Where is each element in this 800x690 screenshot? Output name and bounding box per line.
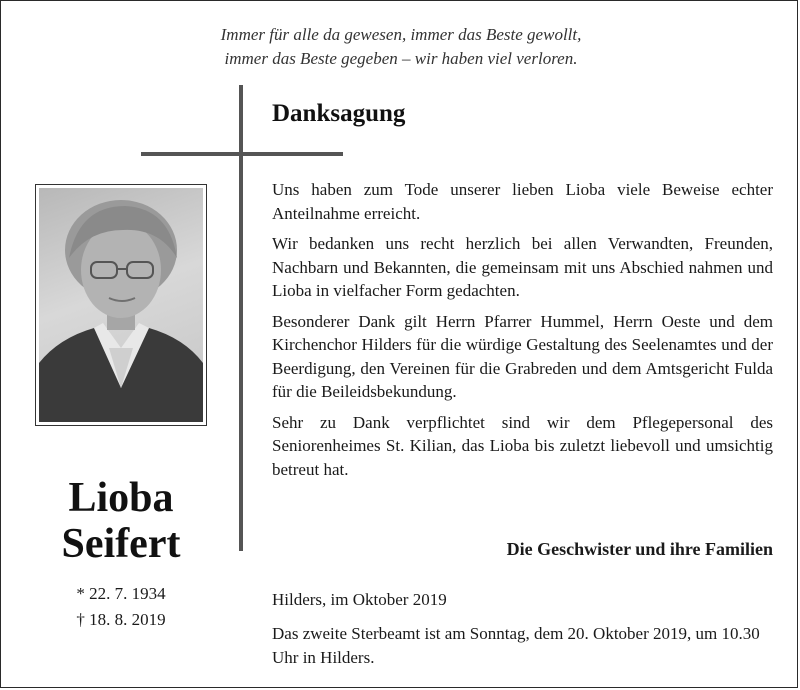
motto-line-1: Immer für alle da gewesen, immer das Beste gewollt, [220,25,582,44]
paragraph: Sehr zu Dank verpflichtet sind wir dem Pflegepersonal des Seniorenheimes St. Kilian, das Lioba bis zuletzt liebevoll und umsichtig betreut hat. [272,412,773,479]
death-date: † 18. 8. 2019 [76,610,166,629]
life-dates [21,581,221,633]
portrait-photo [39,188,203,422]
paragraph: Uns haben zum Tode unserer lieben Lioba viele Beweise echter Anteilnahme erreicht. [272,180,773,223]
deceased-name [21,475,221,567]
birth-date: * 22. 7. 1934 [76,584,166,603]
place-date: Hilders, im Oktober 2019 [272,590,447,609]
memorial-mass-note: Das zweite Sterbeamt ist am Sonntag, dem 20. Oktober 2019, um 10.30 Uhr in Hilders. [272,624,760,667]
portrait-illustration [39,188,203,422]
paragraph: Wir bedanken uns recht herzlich bei allen Verwandten, Freunden, Nachbarn und Bekannten, die gemeinsam mit uns Abschied nahmen und Lioba in vielfacher Form gedachten. [272,234,773,300]
first-name: Lioba [68,475,174,521]
heading: Danksagung [272,100,406,127]
cross-horizontal-bar [141,152,343,156]
signature: Die Geschwister und ihre Familien [506,539,773,559]
thanks-text [272,178,773,488]
motto-line-2: immer das Beste gegeben – wir haben viel verloren. [224,49,578,68]
portrait-frame [35,184,207,426]
motto [1,23,800,71]
last-name: Seifert [61,521,181,567]
paragraph: Besonderer Dank gilt Herrn Pfarrer Hummel, Herrn Oeste und dem Kirchenchor Hilders für die würdige Gestaltung des Seelenamtes und der Beerdigung, den Vereinen für die Grabreden und dem Amtsgericht Fulda für die Beileidsbekundung. [272,311,773,401]
